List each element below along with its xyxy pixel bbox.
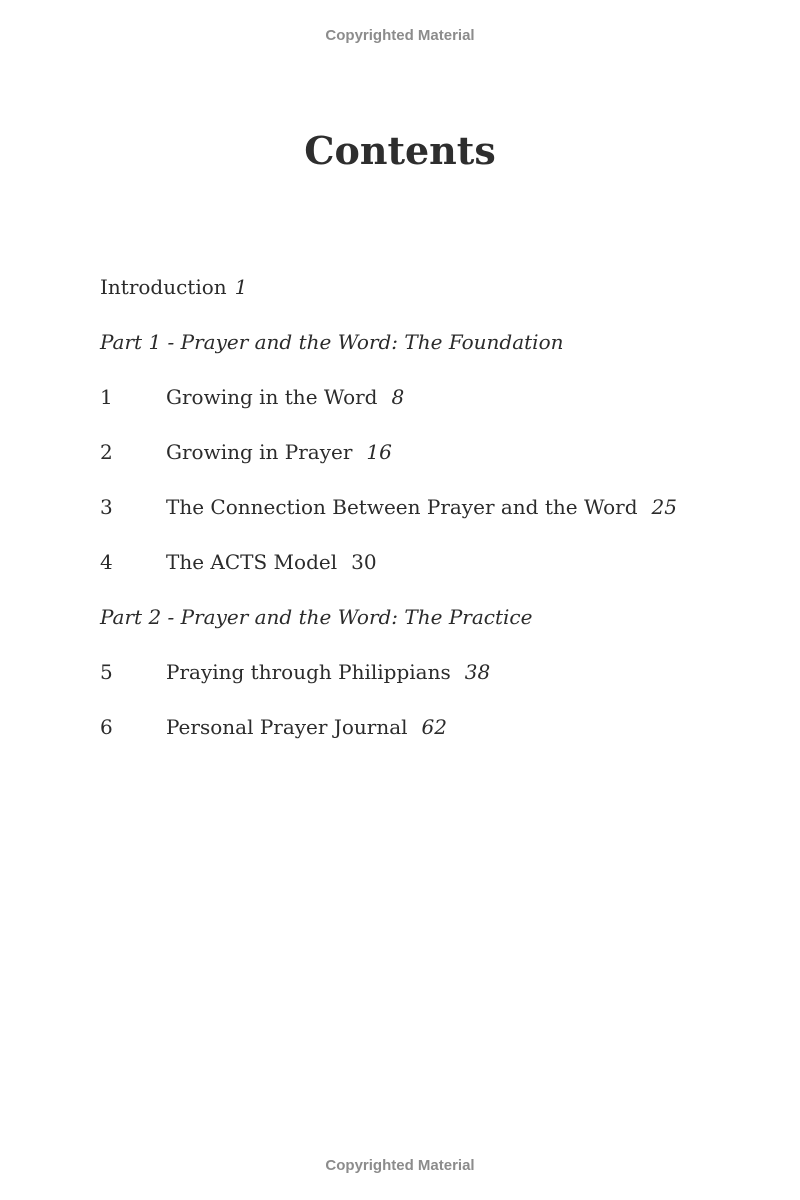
toc-chapter-4[interactable] <box>100 547 740 602</box>
toc-introduction-page: 1 <box>234 275 248 299</box>
toc-part-2-heading: Part 2 - Prayer and the Word: The Practice <box>100 605 533 629</box>
chapter-number: 3 <box>100 495 113 519</box>
chapter-title: The ACTS Model <box>166 550 338 574</box>
toc-introduction[interactable] <box>100 272 740 327</box>
chapter-title: Personal Prayer Journal <box>166 715 408 739</box>
chapter-number: 1 <box>100 385 113 409</box>
chapter-page: 38 <box>464 660 491 684</box>
chapter-title: Growing in the Word <box>166 385 378 409</box>
chapter-number: 2 <box>100 440 113 464</box>
chapter-number: 4 <box>100 550 113 574</box>
chapter-page: 25 <box>651 495 677 519</box>
chapter-page: 62 <box>421 715 447 739</box>
chapter-title: The Connection Between Prayer and the Word <box>166 495 638 519</box>
chapter-page: 16 <box>366 440 392 464</box>
toc-chapter-2[interactable] <box>100 437 740 492</box>
copyright-watermark-top: Copyrighted Material <box>325 27 475 44</box>
page-title: Contents <box>304 128 496 173</box>
table-of-contents <box>100 272 740 767</box>
toc-introduction-label: Introduction <box>100 275 227 299</box>
toc-chapter-3[interactable] <box>100 492 740 547</box>
toc-part-1-heading: Part 1 - Prayer and the Word: The Foundation <box>100 330 564 354</box>
chapter-page: 30 <box>351 550 377 574</box>
chapter-number: 6 <box>100 715 113 739</box>
chapter-title: Praying through Philippians <box>166 660 451 684</box>
chapter-number: 5 <box>100 660 113 684</box>
toc-chapter-6[interactable] <box>100 712 740 767</box>
toc-chapter-1[interactable] <box>100 382 740 437</box>
chapter-page: 8 <box>391 385 405 409</box>
copyright-watermark-bottom: Copyrighted Material <box>325 1157 475 1174</box>
toc-chapter-5[interactable] <box>100 657 740 712</box>
chapter-title: Growing in Prayer <box>166 440 353 464</box>
